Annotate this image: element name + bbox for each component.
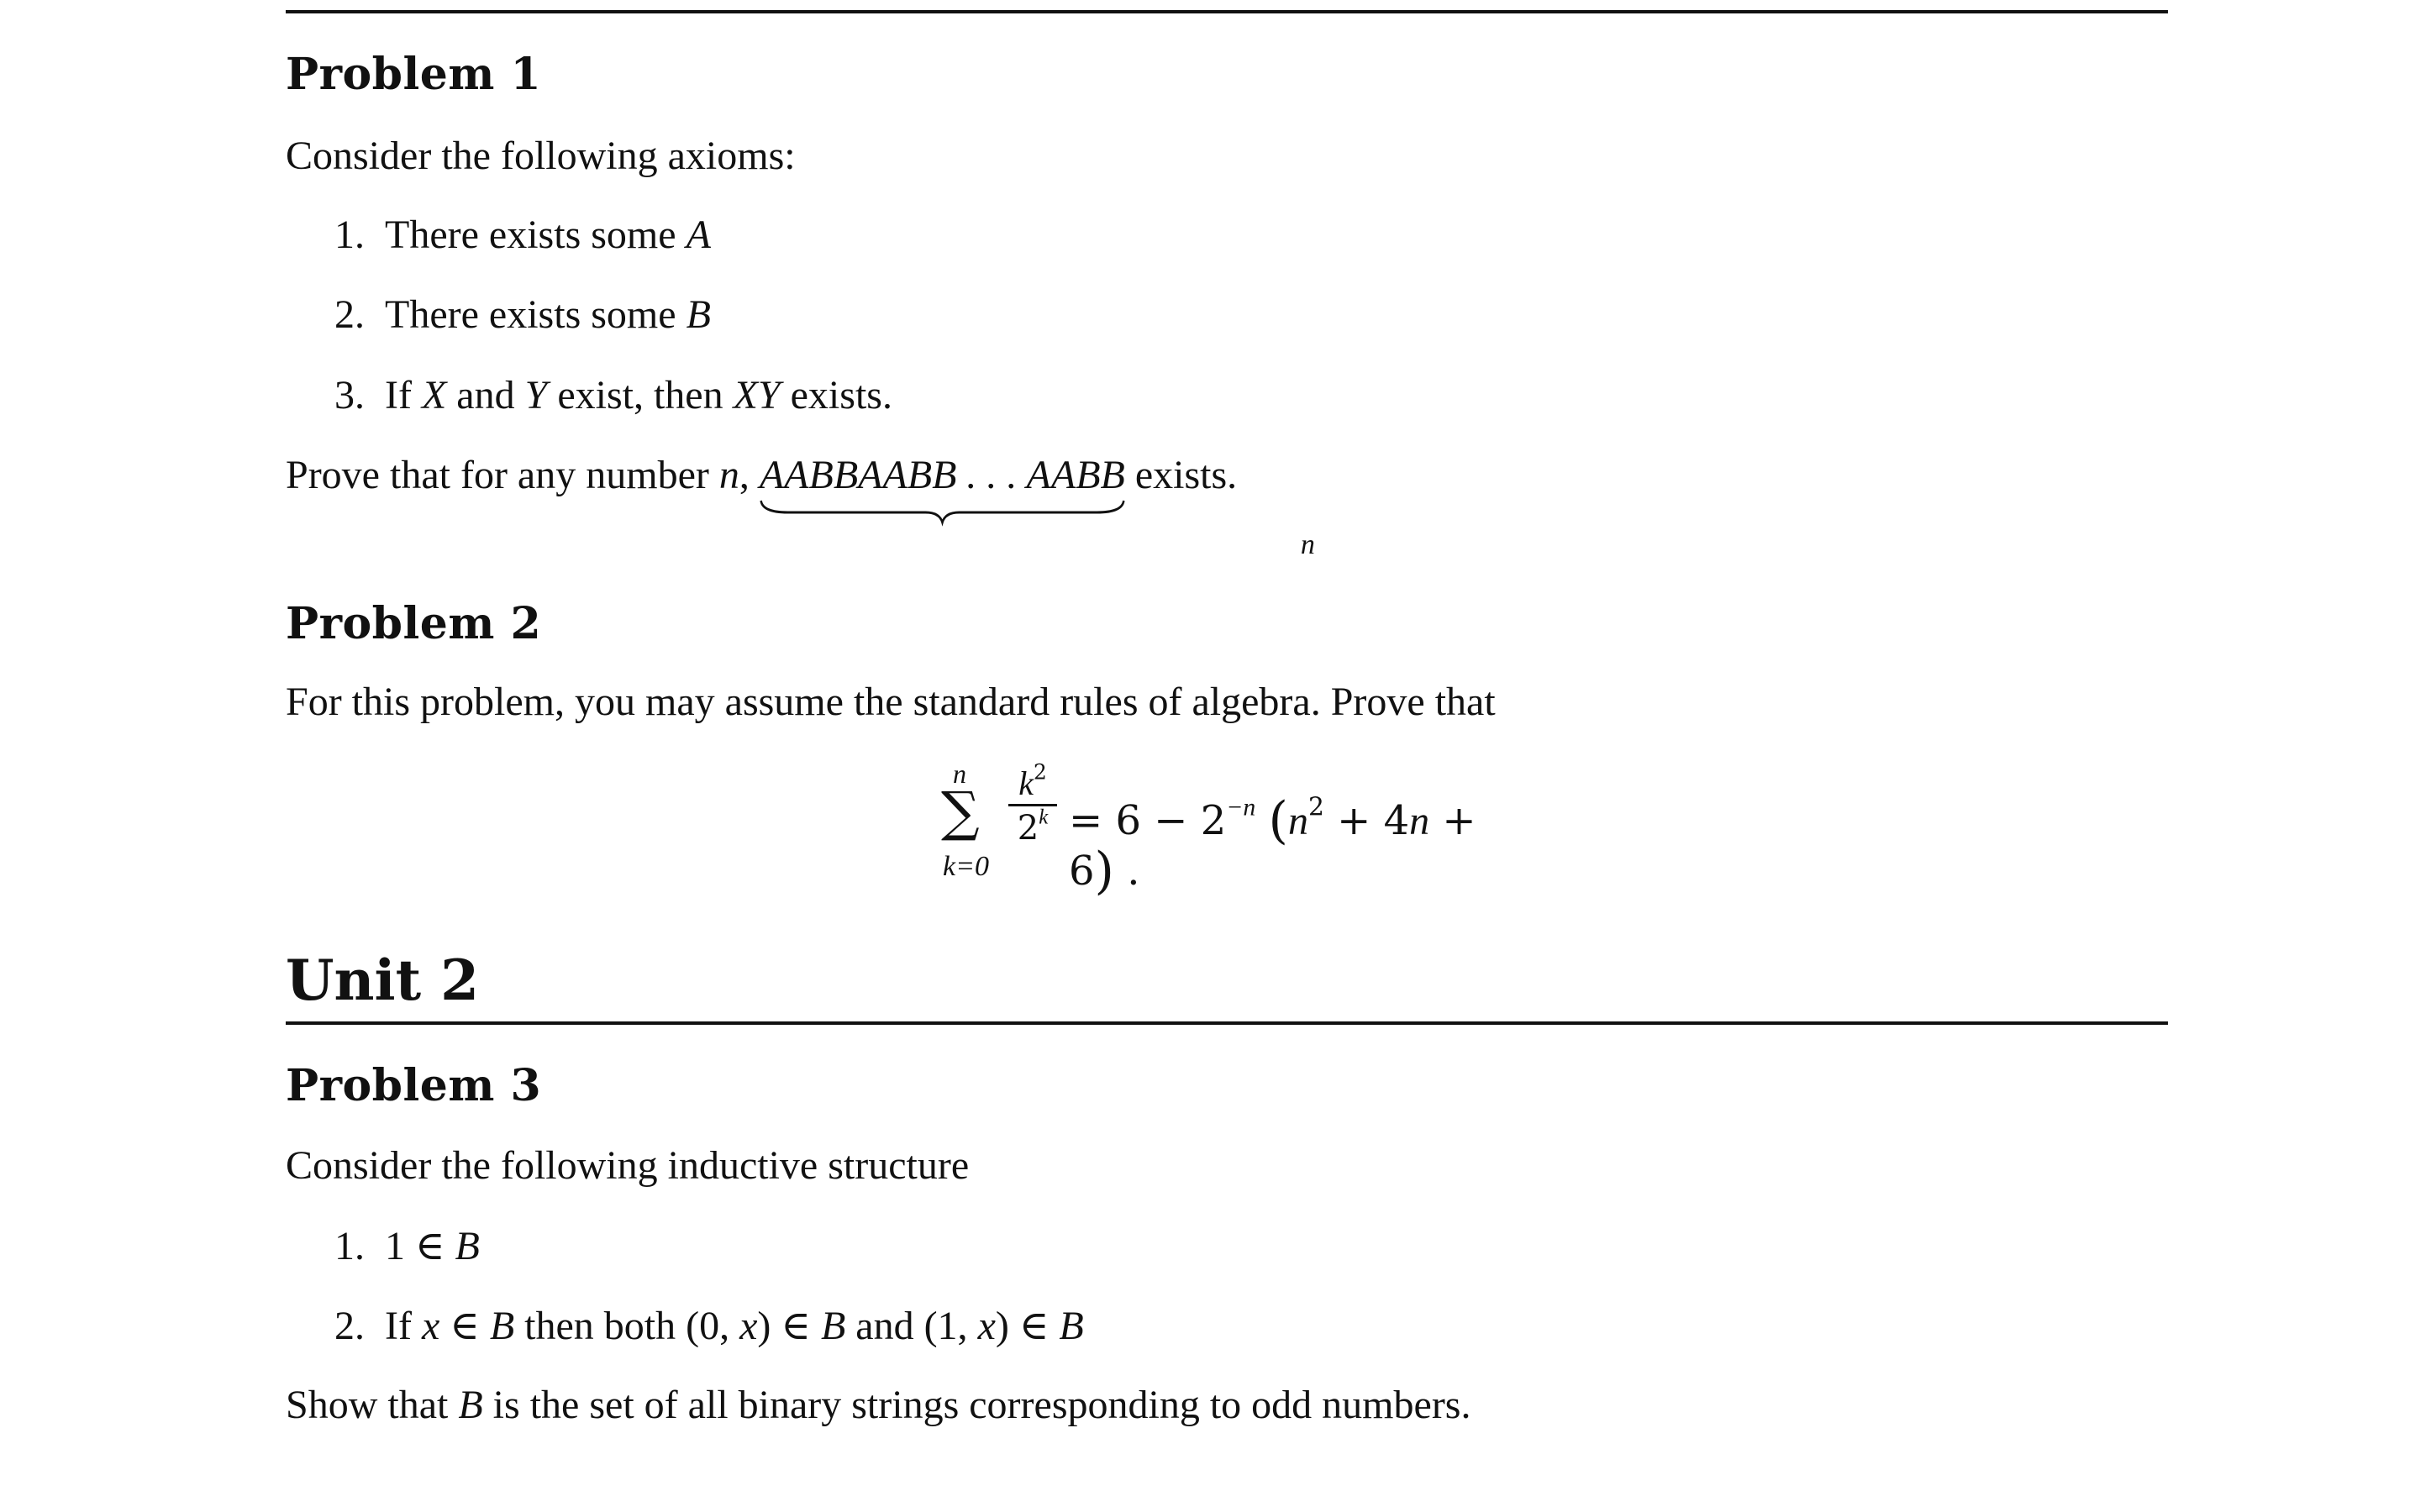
axiom-2-text: There exists some [385,292,687,337]
axiom-1 [334,212,711,258]
list-number: 2. [334,292,365,337]
var-b: B [458,1383,483,1427]
axiom-2 [334,291,711,338]
var-x: x [977,1304,996,1348]
problem-1-intro: Consider the following axioms: [286,134,796,178]
text-fragment: , [739,453,760,497]
problem-3-intro: Consider the following inductive structure [286,1143,970,1188]
text-fragment: ) ∈ [757,1304,821,1348]
text-fragment: and [446,373,525,417]
structure-rule-1 [334,1222,480,1269]
text-fragment: is the set of all binary strings corresponding to odd numbers. [482,1383,1471,1427]
summation-equation [933,752,1521,903]
var-b: B [489,1304,515,1348]
var-x: x [739,1304,758,1348]
problem-3-statement [286,1382,1470,1428]
var-b: B [820,1304,846,1348]
string-sequence: AABBAABB . . . AABB [759,453,1125,497]
text-fragment: If [385,373,422,417]
unit-rule [286,1021,2168,1025]
sum-lower-limit: k=0 [943,851,990,882]
var-x: x [421,1304,440,1348]
axiom-1-text: There exists some [385,213,687,257]
problem-2-title: Problem 2 [286,598,542,649]
axiom-3 [334,372,892,418]
var-y: Y [524,373,548,417]
sigma-icon: ∑ [941,781,980,843]
list-number: 1. [334,213,365,257]
text-fragment: exist, then [547,373,734,417]
text-fragment: exists. [1124,453,1238,497]
var-b: B [1059,1304,1084,1348]
problem-1-title: Problem 1 [286,49,542,100]
list-number: 1. [334,1224,365,1268]
unit-2-title: Unit 2 [286,948,480,1013]
var-n: n [718,453,739,497]
text-fragment: If [385,1304,422,1348]
var-b: B [686,292,711,337]
text-fragment: ∈ [439,1304,490,1348]
numerator: $k^2$ [1018,759,1047,802]
text-fragment: then both (0, [514,1304,740,1348]
text-fragment: 1 ∈ [385,1224,455,1268]
text-fragment: and (1, [845,1304,978,1348]
text-fragment: Prove that for any number [286,453,719,497]
underbrace-icon [760,499,1125,524]
text-fragment: Show that [286,1383,459,1427]
sum-upper-limit: n [953,759,966,789]
var-a: A [686,213,711,257]
var-b: B [455,1224,480,1268]
var-xy: XY [733,373,781,417]
list-number: 3. [334,373,365,417]
text-fragment: exists. [780,373,892,417]
text-fragment: ) ∈ [995,1304,1060,1348]
equation-rhs: = $6 - 2^{-n}$ $(n^2 + 4n + 6)$ . [1069,791,1476,900]
top-rule [286,10,2168,13]
underbrace-label: n [1300,529,1315,560]
fraction [1007,759,1059,850]
problem-1-statement [286,452,1315,560]
structure-rule-2 [334,1302,1084,1349]
var-x: X [421,373,447,417]
list-number: 2. [334,1304,365,1348]
denominator: 2$^k$ [1017,806,1049,848]
problem-3-title: Problem 3 [286,1060,542,1111]
problem-2-intro: For this problem, you may assume the standard rules of algebra. Prove that [286,680,1496,724]
